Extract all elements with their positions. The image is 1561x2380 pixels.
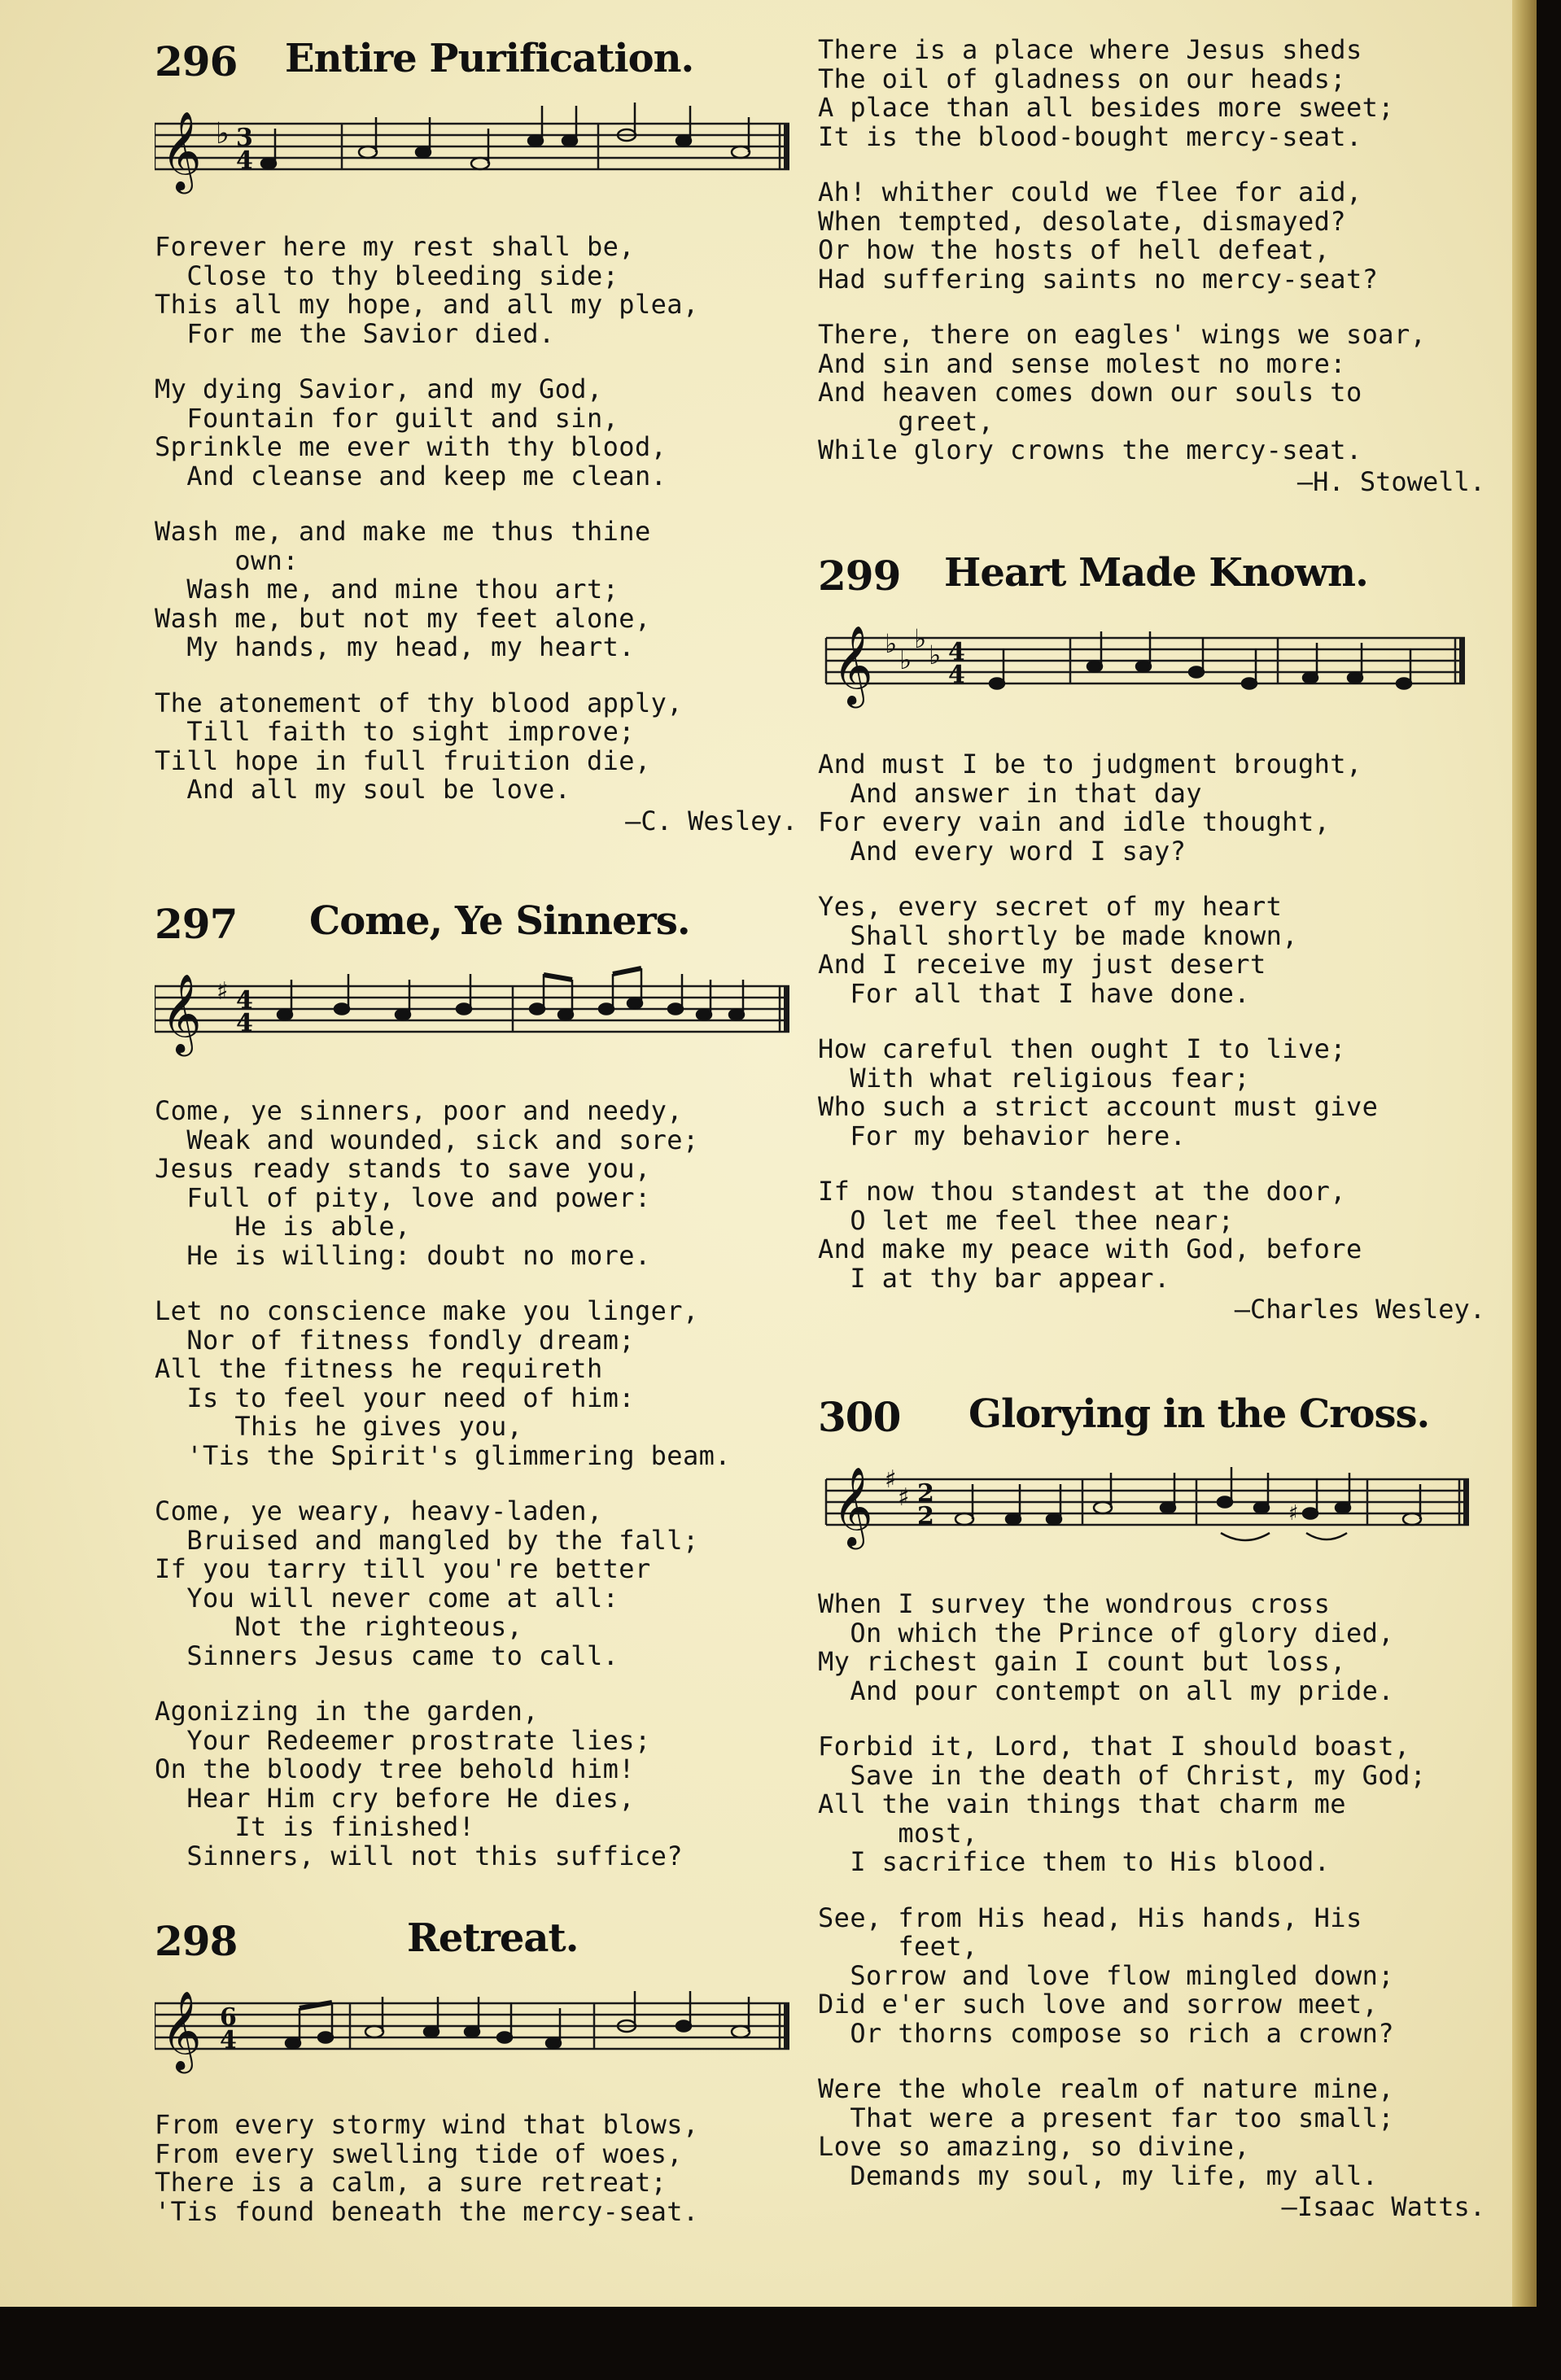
- hymn-author: —C. Wesley.: [625, 805, 798, 836]
- treble-clef-icon: 𝄞: [833, 625, 873, 705]
- hymn-number: 298: [155, 1917, 238, 1965]
- stanza: Wash me, and make me thus thine own: Wash me, and mine thou art; Wash me, but not my feet alone, My hands, my head, my heart.: [155, 516, 651, 662]
- stanza: See, from His head, His hands, His feet, Sorrow and love flow mingled down; Did e'er such love and sorrow meet, Or thorns compose so rich a crown?: [818, 1902, 1394, 2049]
- hymn-title: Retreat.: [407, 1915, 579, 1961]
- hymn-299: [818, 545, 1493, 1324]
- time-signature-top: 2: [917, 1479, 934, 1508]
- verses: [818, 750, 1493, 1324]
- time-signature-top: 6: [220, 2003, 237, 2032]
- stanza: Ah! whither could we flee for aid, When tempted, desolate, dismayed? Or how the hosts of hell defeat, Had suffering saints no mercy-seat?: [818, 177, 1379, 295]
- stanza: Forever here my rest shall be, Close to thy bleeding side; This all my hope, and all my plea, For me the Savior died.: [155, 231, 699, 349]
- stanza: How careful then ought I to live; With what religious fear; Who such a strict account must give For my behavior here.: [818, 1033, 1379, 1151]
- stanza: If now thou standest at the door, O let me feel thee near; And make my peace with God, before I at thy bar appear.: [818, 1176, 1362, 1294]
- hymn-author: —Isaac Watts.: [1281, 2191, 1485, 2222]
- treble-clef-icon: 𝄞: [161, 1990, 202, 2070]
- stanza: Were the whole realm of nature mine, That were a present far too small; Love so amazing, so divine, Demands my soul, my life, my all.: [818, 2073, 1394, 2191]
- stanza: There is a place where Jesus sheds The oil of gladness on our heads; A place than all besides more sweet; It is the blood-bought mercy-seat.: [818, 34, 1394, 152]
- time-signature-bottom: 4: [236, 1009, 253, 1037]
- sharp-icon: ♯: [216, 977, 229, 1006]
- stanza: The atonement of thy blood apply, Till faith to sight improve; Till hope in full fruition die, And all my soul be love.: [155, 687, 683, 805]
- page-edge: [1512, 0, 1537, 2307]
- verses: [155, 2111, 806, 2226]
- hymn-298-continued: [818, 36, 1493, 496]
- treble-clef-icon: 𝄞: [161, 973, 202, 1053]
- hymn-author: —H. Stowell.: [1296, 465, 1485, 497]
- hymn-author: —Charles Wesley.: [1234, 1294, 1485, 1325]
- verses: [155, 233, 806, 836]
- treble-clef-icon: 𝄞: [161, 111, 202, 190]
- hymn-296: [155, 31, 806, 836]
- time-signature-top: 4: [236, 986, 253, 1015]
- flat-icon: ♭: [885, 628, 898, 659]
- stanza: Come, ye weary, heavy-laden, Bruised and mangled by the fall; If you tarry till you're better You will never come at all: Not the righteous, Sinners Jesus came to call.: [155, 1496, 699, 1671]
- verses: [818, 36, 1493, 496]
- flat-icon: ♭: [899, 644, 912, 675]
- stanza: From every stormy wind that blows, From every swelling tide of woes, There is a calm, a sure retreat; 'Tis found beneath the mercy-seat.: [155, 2109, 699, 2227]
- stanza: Forbid it, Lord, that I should boast, Save in the death of Christ, my God; All the vain things that charm me most, I sacrifice them to His blood.: [818, 1731, 1427, 1877]
- hymn-header: [818, 1387, 1493, 1452]
- verses: [818, 1590, 1493, 2221]
- time-signature-bottom: 4: [948, 661, 965, 689]
- stanza: Agonizing in the garden, Your Redeemer prostrate lies; On the bloody tree behold him! Hear Him cry before He dies, It is finished! Sinners, will not this suffice?: [155, 1696, 683, 1871]
- hymn-number: 300: [818, 1393, 901, 1441]
- music-staff: [818, 1452, 1477, 1574]
- stanza: Come, ye sinners, poor and needy, Weak and wounded, sick and sore; Jesus ready stands to save you, Full of pity, love and power: He is able, He is willing: doubt no more.: [155, 1095, 699, 1271]
- hymn-298: [155, 1911, 806, 2253]
- hymn-title: Heart Made Known.: [944, 550, 1368, 596]
- stanza: There, there on eagles' wings we soar, And sin and sense molest no more: And heaven comes down our souls to greet, While glory crowns the mercy-seat.: [818, 319, 1427, 465]
- music-staff: [818, 610, 1477, 732]
- flat-icon: ♭: [929, 640, 942, 670]
- hymn-300: [818, 1387, 1493, 2221]
- music-staff: [155, 959, 798, 1081]
- time-signature-bottom: 2: [917, 1502, 934, 1531]
- hymn-number: 299: [818, 552, 901, 600]
- treble-clef-icon: 𝄞: [833, 1466, 873, 1546]
- hymn-title: Entire Purification.: [285, 36, 694, 81]
- sharp-icon: ♯: [885, 1465, 897, 1494]
- flat-icon: ♭: [914, 623, 927, 654]
- hymn-header: [155, 1911, 806, 1976]
- stanza: When I survey the wondrous cross On which the Prince of glory died, My richest gain I count but loss, And pour contempt on all my pride.: [818, 1588, 1394, 1706]
- hymn-number: 296: [155, 37, 238, 85]
- hymn-header: [155, 31, 806, 96]
- verses: [155, 1097, 806, 1871]
- hymn-header: [155, 893, 806, 959]
- time-signature-bottom: 4: [236, 146, 253, 175]
- time-signature-bottom: 4: [220, 2026, 237, 2055]
- stanza: Let no conscience make you linger, Nor of fitness fondly dream; All the fitness he requireth Is to feel your need of him: This he gives you, 'Tis the Spirit's glimmering beam.: [155, 1295, 731, 1471]
- hymn-header: [818, 545, 1493, 610]
- hymn-297: [155, 893, 806, 1897]
- hymn-title: Glorying in the Cross.: [969, 1391, 1430, 1437]
- time-signature-top: 3: [236, 124, 253, 152]
- sharp-icon: ♯: [1288, 1501, 1299, 1526]
- stanza: My dying Savior, and my God, Fountain for guilt and sin, Sprinkle me ever with thy blood, And cleanse and keep me clean.: [155, 373, 667, 491]
- hymn-title: Come, Ye Sinners.: [309, 898, 690, 944]
- hymn-number: 297: [155, 900, 238, 948]
- stanza: Yes, every secret of my heart Shall shortly be made known, And I receive my just desert For all that I have done.: [818, 891, 1298, 1009]
- sharp-icon: ♯: [898, 1483, 910, 1512]
- flat-icon: ♭: [216, 117, 230, 151]
- music-staff: [155, 1976, 798, 2098]
- time-signature-top: 4: [948, 638, 965, 666]
- stanza: And must I be to judgment brought, And answer in that day For every vain and idle thought, And every word I say?: [818, 749, 1362, 867]
- music-staff: [155, 96, 798, 218]
